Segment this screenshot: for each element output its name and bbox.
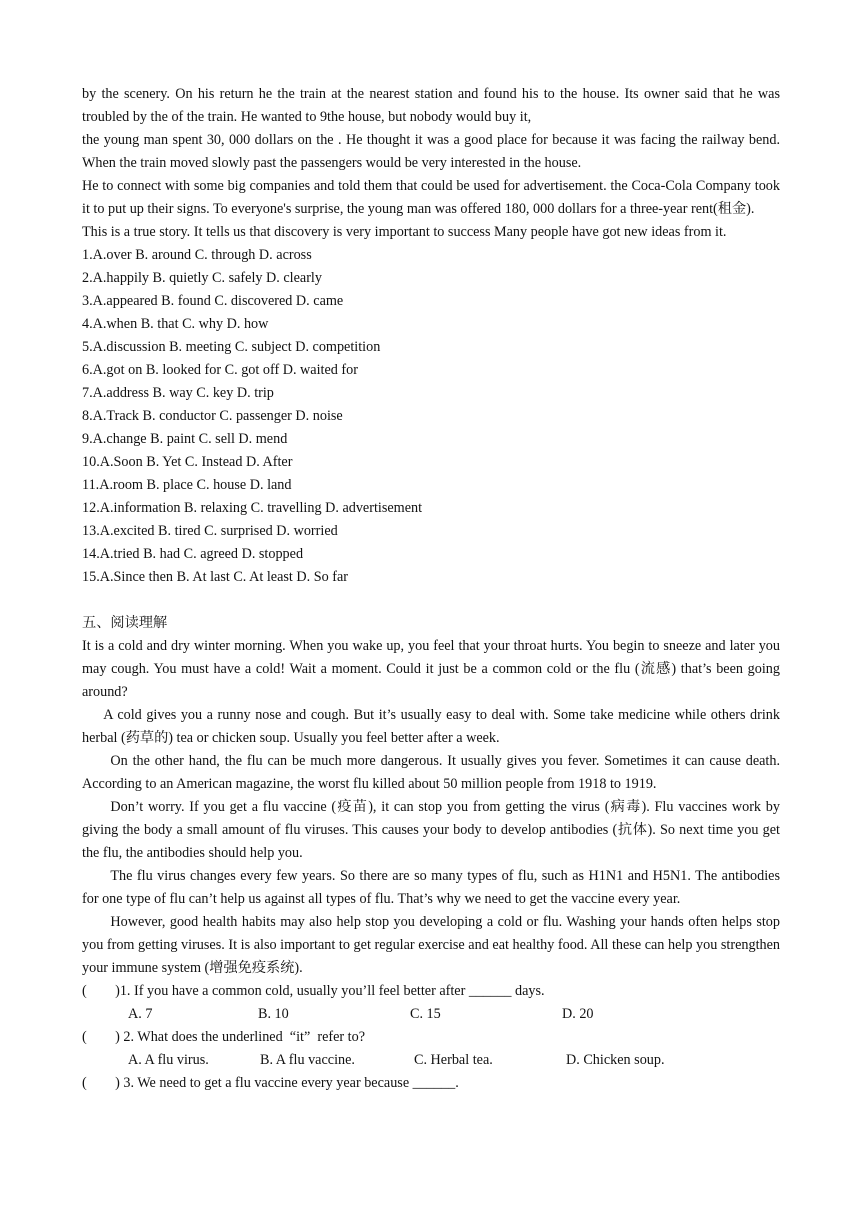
section-spacer (82, 589, 780, 612)
cloze-option-line: 7.A.address B. way C. key D. trip (82, 385, 274, 401)
question-1 (82, 980, 780, 1026)
answer-choices (128, 1003, 780, 1026)
answer-choice-b: B. 10 (258, 1006, 289, 1022)
answer-choice-d: D. Chicken soup. (566, 1052, 665, 1068)
cloze-option-line: 3.A.appeared B. found C. discovered D. came (82, 293, 344, 309)
cloze-passage-paragraph: by the scenery. On his return he the train at the nearest station and found his to the house. Its owner said that he was troubled by the of the train. He wanted to 9the house, but nobody would buy it, (82, 86, 780, 125)
cloze-option-line: 6.A.got on B. looked for C. got off D. waited for (82, 362, 358, 378)
cloze-passage-paragraph: the young man spent 30, 000 dollars on the . He thought it was a good place for because it was facing the railway bend. When the train moved slowly past the passengers would be very interested in the house. (82, 132, 780, 171)
answer-choice-c: C. 15 (410, 1006, 441, 1022)
reading-paragraph: Don’t worry. If you get a flu vaccine (疫苗), it can stop you from getting the virus (病毒). Flu vaccines work by giving the body a small amount of flu viruses. This causes your body to develop antibodies (抗体). So next time you get the flu, the antibodies should help you. (82, 799, 780, 861)
reading-paragraph: The flu virus changes every few years. So there are so many types of flu, such as H1N1 and H5N1. The antibodies for one type of flu can’t help us against all types of flu. That’s why we need to get the vaccine every year. (82, 868, 780, 907)
cloze-passage-paragraph: This is a true story. It tells us that discovery is very important to success Many people have got new ideas from it. (82, 224, 727, 240)
reading-paragraph: However, good health habits may also help stop you developing a cold or flu. Washing your hands often helps stop you from getting viruses. It is also important to get regular exercise and eat healthy food. All these can help you strengthen your immune system (增强免疫系统). (82, 914, 780, 976)
question-3 (82, 1072, 780, 1095)
answer-choice-a: A. 7 (128, 1006, 153, 1022)
answer-choice-a: A. A flu virus. (128, 1052, 209, 1068)
question-2 (82, 1026, 780, 1072)
answer-choice-b: B. A flu vaccine. (260, 1052, 355, 1068)
answer-choice-c: C. Herbal tea. (414, 1052, 493, 1068)
cloze-option-line: 13.A.excited B. tired C. surprised D. worried (82, 523, 338, 539)
cloze-option-line: 14.A.tried B. had C. agreed D. stopped (82, 546, 304, 562)
cloze-option-line: 1.A.over B. around C. through D. across (82, 247, 312, 263)
cloze-option-line: 12.A.information B. relaxing C. travelling D. advertisement (82, 500, 423, 516)
cloze-option-line: 15.A.Since then B. At last C. At least D. So far (82, 569, 348, 585)
question-stem: ( ) 2. What does the underlined “it” refer to? (82, 1029, 365, 1045)
cloze-options-list (82, 244, 780, 589)
answer-choices (128, 1049, 780, 1072)
question-stem: ( ) 3. We need to get a flu vaccine every year because ______. (82, 1075, 459, 1091)
cloze-option-line: 11.A.room B. place C. house D. land (82, 477, 292, 493)
cloze-option-line: 10.A.Soon B. Yet C. Instead D. After (82, 454, 293, 470)
question-stem: ( )1. If you have a common cold, usually you’ll feel better after ______ days. (82, 983, 545, 999)
cloze-option-line: 8.A.Track B. conductor C. passenger D. noise (82, 408, 343, 424)
reading-paragraph: A cold gives you a runny nose and cough. But it’s usually easy to deal with. Some take medicine while others drink herbal (药草的) tea or chicken soup. Usually you feel better after a week. (82, 707, 780, 746)
cloze-option-line: 5.A.discussion B. meeting C. subject D. competition (82, 339, 381, 355)
cloze-option-line: 2.A.happily B. quietly C. safely D. clearly (82, 270, 322, 286)
answer-choice-d: D. 20 (562, 1006, 594, 1022)
cloze-passage-paragraph: He to connect with some big companies and told them that could be used for advertisement. the Coca-Cola Company took it to put up their signs. To everyone's surprise, the young man was offered 180, 000 dollars for a three-year rent(租金). (82, 178, 780, 217)
cloze-option-line: 4.A.when B. that C. why D. how (82, 316, 269, 332)
reading-paragraph: On the other hand, the flu can be much more dangerous. It usually gives you fever. Sometimes it can cause death. According to an American magazine, the worst flu killed about 50 million people from 1918 to 1919. (82, 753, 780, 792)
cloze-option-line: 9.A.change B. paint C. sell D. mend (82, 431, 288, 447)
reading-paragraph: It is a cold and dry winter morning. When you wake up, you feel that your throat hurts. You begin to sneeze and later you may cough. You must have a cold! Wait a moment. Could it just be a common cold or the flu (流感) that’s been going around? (82, 638, 780, 700)
section-title: 五、阅读理解 (82, 615, 168, 631)
